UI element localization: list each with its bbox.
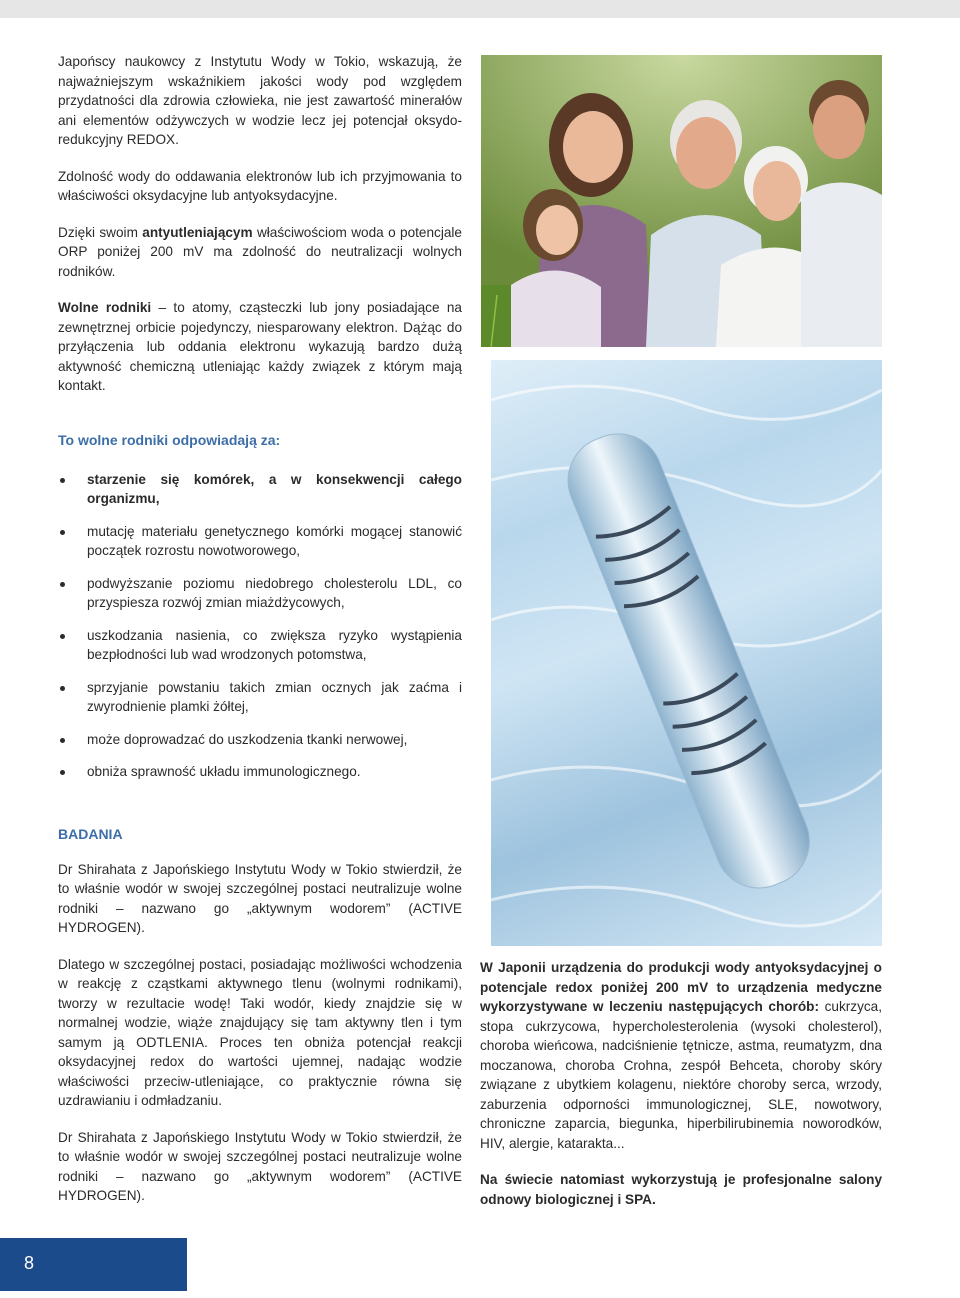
water-bottle-illustration <box>491 360 882 946</box>
list-item: podwyższanie poziomu niedobrego cholesterolu LDL, co przyspiesza rozwój zmian miażdżycowych, <box>58 574 462 613</box>
intro-paragraph-1: Japońscy naukowcy z Instytutu Wody w Tokio, wskazują, że najważniejszym wskaźnikiem jakości wody pod względem przydatności dla zdrowia człowieka, nie jest zawartość minerałów ani elementów odżywczych w wodzie lecz jej potencjał oksydo-redukcyjny REDOX. <box>58 54 462 147</box>
page-number: 8 <box>24 1253 35 1273</box>
p4-post: – to atomy, cząsteczki lub jony posiadające na zewnętrznej orbicie pojedynczy, niesparowany elektron. Dążąc do przyłączenia lub oddania elektronu wykazują bardzo dużą aktywność chemiczną utleniając każdy związek z którym mają kontakt. <box>58 300 462 393</box>
list-item: mutację materiału genetycznego komórki mogącej stanowić początek rozrostu nowotworowego, <box>58 522 462 561</box>
water-bottle-photo <box>491 360 882 946</box>
list-item: może doprowadzać do uszkodzenia tkanki nerwowej, <box>58 730 462 750</box>
p4-bold: Wolne rodniki <box>58 300 152 315</box>
p3-post: właściwościom woda o potencjale ORP poniżej 200 mV ma zdolność do neutralizacji wolnych rodników. <box>58 224 462 279</box>
japan-closing: Na świecie natomiast wykorzystują je profesjonalne salony odnowy biologicznej i SPA. <box>480 1172 882 1207</box>
top-bar <box>0 0 960 18</box>
list-item: uszkodzania nasienia, co zwiększa ryzyko wystąpienia bezpłodności lub wad wrodzonych potomstwa, <box>58 626 462 665</box>
family-photo <box>481 55 882 347</box>
intro-paragraph-3 <box>58 223 462 282</box>
intro-paragraph-2: Zdolność wody do oddawania elektronów lub ich przyjmowania to właściwości oksydacyjne lub antyoksydacyjne. <box>58 168 462 203</box>
family-photo-illustration <box>481 55 882 347</box>
radicals-list <box>58 470 462 782</box>
radicals-section <box>58 431 462 795</box>
japan-diseases: cukrzyca, stopa cukrzycowa, hypercholesterolenia (wysoki cholesterol), choroba wieńcowa, nadciśnienie tętnicze, astma, reumatyzm, dna moczanowa, choroba Crohna, zespół Behceta, choroby skóry związane z ubytkiem kolagenu, niektóre choroby serca, wrzody, zaburzenia odporności immunologicznej, SLE, nowotwory, chroniczne zaparcia, biegunka, hiperbilirubinemia noworodków, HIV, alergie, katarakta... <box>480 999 883 1151</box>
intro-section <box>58 52 462 396</box>
japan-bold: W Japonii urządzenia do produkcji wody antyoksydacyjnej o potencjale redox poniżej 200 mV to urządzenia medyczne wykorzystywane w leczeniu następujących chorób: <box>480 960 882 1014</box>
list-item: starzenie się komórek, a w konsekwencji całego organizmu, <box>58 470 462 509</box>
list-item: sprzyjanie powstaniu takich zmian ocznych jak zaćma i zwyrodnienie plamki żółtej, <box>58 678 462 717</box>
p3-pre: Dzięki swoim <box>58 224 143 240</box>
intro-paragraph-4 <box>58 298 462 396</box>
japan-section <box>480 958 882 1209</box>
research-paragraph-1: Dr Shirahata z Japońskiego Instytutu Wody w Tokio stwierdził, że to właśnie wodór w swojej szczególnej postaci neutralizuje wolne rodniki – nazwano go „aktywnym wodorem” (ACTIVE HYDROGEN). <box>58 861 462 935</box>
japan-paragraph <box>480 958 882 1153</box>
research-heading: BADANIA <box>58 826 123 842</box>
research-section <box>58 825 462 1206</box>
research-paragraph-3: Dr Shirahata z Japońskiego Instytutu Wody w Tokio stwierdził, że to właśnie wodór w swojej szczególnej postaci neutralizuje wolne rodniki – nazwano go „aktywnym wodorem” (ACTIVE HYDROGEN). <box>58 1129 462 1203</box>
research-paragraph-2: Dlatego w szczególnej postaci, posiadając możliwości wchodzenia w reakcję z cząstkami aktywnego tlenu (wolnymi rodnikami), tworzy w rezultacie wodę! Taki wodór, kiedy znajdzie się w normalnej wodzie, wiąże znajdujący się tam aktywny tlen i tym samym ją ODTLENIA. Proces ten obniża potencjał reakcji oksydacyjnej redox do wartości ujemnej, nadając wodzie właściwości przeciw-utleniające, co praktycznie równa się uzdrawianiu i odmładzaniu. <box>58 956 462 1108</box>
list-item: obniża sprawność układu immunologicznego. <box>58 762 462 782</box>
radicals-heading: To wolne rodniki odpowiadają za: <box>58 432 281 448</box>
page-number-box <box>0 1238 187 1291</box>
p3-bold: antyutleniającym <box>142 224 253 240</box>
